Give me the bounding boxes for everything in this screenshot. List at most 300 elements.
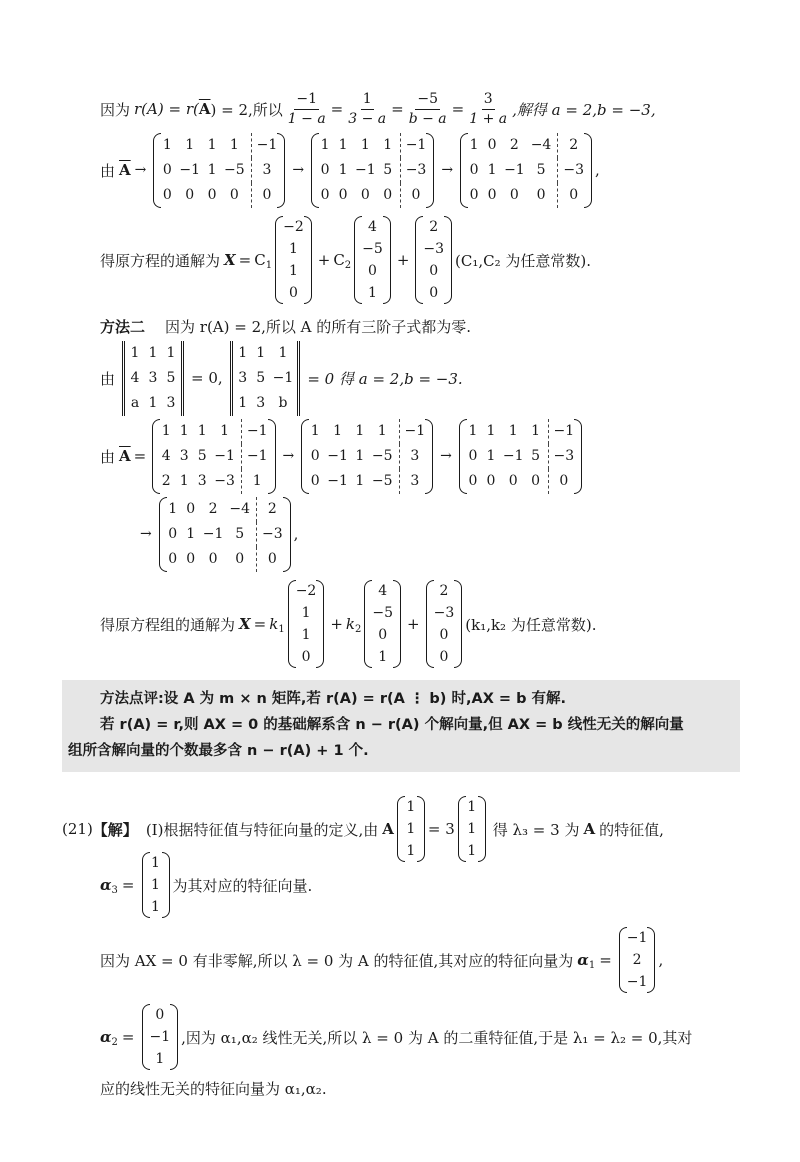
matrix-cell: 1 <box>486 422 496 439</box>
matrix-cell: 3 <box>179 447 189 464</box>
equals: = 3 <box>427 820 455 838</box>
matrix-cell: −3 <box>256 522 283 547</box>
matrix-cell: 0 <box>162 186 172 203</box>
vector-grid <box>405 796 417 862</box>
det-bar-right <box>181 341 184 416</box>
numerator: −1 <box>294 91 319 110</box>
matrix-cell: −1 <box>272 369 294 386</box>
matrix-cell: 3 <box>399 469 426 494</box>
matrix-cell: 0 <box>487 136 497 153</box>
matrix-cell: 1 <box>310 422 320 439</box>
method-review-text <box>62 686 740 764</box>
vector-cell: 4 <box>378 583 388 599</box>
matrix-cell: 1 <box>229 136 239 153</box>
matrix-cell: 0 <box>468 472 478 489</box>
matrix-cell: 0 <box>320 186 330 203</box>
solution-tag: 【解】 <box>92 820 138 839</box>
matrix-cell: 5 <box>197 447 207 464</box>
a-symbol: A <box>382 820 394 838</box>
equals: = <box>330 100 344 118</box>
text: = 0, <box>191 369 223 387</box>
vector-grid <box>423 216 444 304</box>
text: 因为 r(A) = 2,所以 A 的所有三阶子式都为零. <box>165 317 472 336</box>
left-paren <box>153 133 161 208</box>
vector-cell: 1 <box>151 877 160 893</box>
matrix-cell: −4 <box>530 136 552 153</box>
text: (k₁,k₂ 为任意常数). <box>465 615 597 634</box>
text: 为其对应的特征向量. <box>172 876 313 895</box>
vector-cell: 0 <box>439 627 449 643</box>
vector-cell: −1 <box>626 930 648 946</box>
arrow-icon: → <box>440 448 452 464</box>
vector-grid <box>372 580 393 668</box>
text: 因为 <box>100 100 131 119</box>
text: (Ⅰ)根据特征值与特征向量的定义,由 <box>145 820 379 839</box>
text: 得原方程的通解为 <box>100 251 221 270</box>
text: ,解得 a = 2,b = −3, <box>512 100 656 119</box>
matrix-cell: 3 <box>166 394 176 411</box>
matrix-grid <box>468 133 584 208</box>
matrix-cell: 0 <box>310 447 320 464</box>
matrix-cell: 0 <box>536 186 546 203</box>
matrix-cell: 0 <box>186 500 196 517</box>
matrix-cell: 1 <box>197 422 207 439</box>
matrix-cell: 1 <box>360 136 370 153</box>
left-paren <box>460 133 468 208</box>
left-paren <box>311 133 319 208</box>
left-paren <box>459 419 467 494</box>
matrix-cell: 0 <box>185 186 195 203</box>
matrix-cell: −5 <box>371 447 393 464</box>
vector <box>142 852 170 918</box>
numerator: −5 <box>415 91 440 110</box>
coef: k <box>345 615 356 633</box>
text: ) = 2,所以 <box>210 100 283 119</box>
left-paren <box>354 216 362 304</box>
matrix-cell: 2 <box>557 133 584 158</box>
vector-cell: 1 <box>288 263 298 279</box>
vector-cell: 0 <box>288 285 298 301</box>
denominator: b − a <box>408 110 447 127</box>
right-paren <box>478 796 486 862</box>
matrix-cell: 0 <box>320 161 330 178</box>
matrix-cell: 3 <box>148 369 158 386</box>
vector-cell: 0 <box>429 263 439 279</box>
right-paren <box>383 216 391 304</box>
matrix-cell: −5 <box>224 161 245 178</box>
matrix-cell: 1 <box>469 136 479 153</box>
vector-cell: −3 <box>433 605 455 621</box>
right-paren <box>454 580 462 668</box>
matrix-cell: −1 <box>251 133 278 158</box>
matrix-cell: 1 <box>207 136 217 153</box>
plus: + <box>317 251 331 269</box>
matrix-grid <box>160 419 267 494</box>
vector-grid <box>362 216 383 304</box>
text: (C₁,C₂ 为任意常数). <box>455 251 592 270</box>
left-paren <box>159 497 167 572</box>
review-line-3: 组所含解向量的个数最多含 n − r(A) + 1 个. <box>68 743 369 759</box>
vector-cell: 1 <box>288 241 298 257</box>
text: ,因为 α₁,α₂ 线性无关,所以 λ = 0 为 A 的二重特征值,于是 λ₁ = λ₂ = 0,其对 <box>181 1028 693 1047</box>
matrix-cell: 1 <box>161 422 171 439</box>
line-12 <box>100 1002 692 1072</box>
subscript: 1 <box>265 259 273 271</box>
matrix-grid <box>237 341 294 416</box>
matrix-cell: 3 <box>197 472 207 489</box>
matrix-cell: 1 <box>508 422 518 439</box>
matrix-grid <box>129 341 177 416</box>
matrix-cell: −1 <box>502 447 524 464</box>
vector-grid <box>150 852 162 918</box>
method-review-box <box>62 680 740 772</box>
alpha-symbol: α <box>577 951 589 969</box>
line-13: 应的线性无关的特征向量为 α₁,α₂. <box>100 1080 327 1098</box>
matrix-cell: 1 <box>487 161 497 178</box>
matrix-cell: 0 <box>235 550 245 567</box>
matrix-grid <box>309 419 425 494</box>
matrix-cell: −1 <box>399 419 426 444</box>
text: 得原方程组的通解为 <box>100 615 236 634</box>
vector-cell: 4 <box>368 219 377 235</box>
matrix-cell: 1 <box>130 344 140 361</box>
matrix-cell: 5 <box>536 161 546 178</box>
vector-cell: 1 <box>467 799 477 815</box>
left-paren <box>397 796 405 862</box>
matrix-cell: 1 <box>278 344 288 361</box>
left-paren <box>152 419 160 494</box>
coef: C <box>254 251 266 269</box>
vector-cell: 1 <box>155 1051 165 1067</box>
matrix-cell: 0 <box>256 547 283 572</box>
matrix-cell: 1 <box>486 447 496 464</box>
text: 因为 AX = 0 有非零解,所以 λ = 0 为 A 的特征值,其对应的特征向量为 <box>100 951 574 970</box>
a-bar-symbol: $\overline{A}$ <box>119 447 131 465</box>
line-2 <box>100 130 600 210</box>
matrix-cell: 1 <box>166 344 176 361</box>
matrix <box>301 419 433 494</box>
line-11 <box>100 925 663 995</box>
left-paren <box>426 580 434 668</box>
a-bar-symbol: $\overline{A}$ <box>198 100 211 118</box>
matrix-cell: 1 <box>148 394 158 411</box>
left-paren <box>142 1004 150 1070</box>
matrix-cell: b <box>278 394 288 411</box>
vector-grid <box>283 216 304 304</box>
matrix-cell: 3 <box>238 369 248 386</box>
line-8 <box>100 574 596 674</box>
matrix-cell: 0 <box>400 183 427 208</box>
right-paren <box>574 419 582 494</box>
left-paren <box>142 852 150 918</box>
alpha-symbol: α <box>100 876 112 894</box>
vector-cell: 2 <box>632 952 642 968</box>
vector <box>458 796 486 862</box>
fraction <box>346 91 388 128</box>
line-1 <box>100 86 656 132</box>
right-paren <box>417 796 425 862</box>
vector-cell: 1 <box>151 855 160 871</box>
method-two-title: 方法二 <box>100 317 146 336</box>
vector-cell: −1 <box>626 974 648 990</box>
question-number: (21) <box>62 820 93 838</box>
matrix-cell: −1 <box>327 447 348 464</box>
vector-grid <box>434 580 455 668</box>
arrow-icon: → <box>292 162 305 178</box>
matrix-cell: 1 <box>256 344 266 361</box>
right-paren <box>268 419 276 494</box>
left-paren <box>275 216 283 304</box>
subscript: 2 <box>355 623 362 635</box>
line-7 <box>136 494 298 574</box>
matrix-cell: 2 <box>509 136 519 153</box>
matrix-cell: a <box>130 394 140 411</box>
right-paren <box>283 497 291 572</box>
right-paren <box>277 133 285 208</box>
matrix-cell: 1 <box>355 422 365 439</box>
vector-grid <box>150 1004 171 1070</box>
matrix-cell: 0 <box>469 186 479 203</box>
right-paren <box>316 580 324 668</box>
equals: = <box>253 615 267 633</box>
matrix <box>159 497 291 572</box>
matrix-cell: 5 <box>256 369 266 386</box>
vector-cell: 1 <box>406 799 416 815</box>
denominator: 1 − a <box>287 110 326 127</box>
matrix <box>152 419 275 494</box>
matrix-cell: 4 <box>161 447 171 464</box>
vector-cell: 1 <box>378 649 388 665</box>
matrix-cell: −3 <box>400 158 427 183</box>
fraction <box>286 91 328 128</box>
method-two-line <box>100 312 471 340</box>
line-3 <box>100 210 591 310</box>
text: = 0 得 a = 2,b = −3. <box>307 369 463 388</box>
equals: = <box>451 100 465 118</box>
matrix-cell: 1 <box>238 344 248 361</box>
equals: = <box>599 951 612 969</box>
matrix-cell: 0 <box>168 550 178 567</box>
matrix-cell: −1 <box>400 133 427 158</box>
matrix-cell: −1 <box>241 444 268 469</box>
vector <box>142 1004 179 1070</box>
denominator: 1 + a <box>469 110 508 127</box>
vector <box>397 796 425 862</box>
equals: = <box>391 100 404 118</box>
matrix-cell: 1 <box>220 422 230 439</box>
matrix-cell: 1 <box>338 161 348 178</box>
matrix-cell: 0 <box>548 469 575 494</box>
vector-cell: 1 <box>406 843 416 859</box>
left-paren <box>415 216 423 304</box>
text: , <box>594 161 600 179</box>
right-paren <box>425 419 433 494</box>
left-paren <box>458 796 466 862</box>
determinant <box>226 341 305 416</box>
matrix-cell: 5 <box>235 525 245 542</box>
matrix-cell: 1 <box>179 472 189 489</box>
matrix-cell: 3 <box>251 158 278 183</box>
matrix-cell: 1 <box>185 136 195 153</box>
vector-cell: 0 <box>429 285 439 301</box>
matrix-cell: 0 <box>310 472 320 489</box>
line-6 <box>100 416 585 496</box>
a-bar-symbol: $\overline{A}$ <box>119 161 131 179</box>
vector-cell: 1 <box>467 821 477 837</box>
matrix-cell: 1 <box>355 447 365 464</box>
matrix-cell: 1 <box>238 394 248 411</box>
matrix-cell: 0 <box>229 186 239 203</box>
matrix-cell: 0 <box>162 161 172 178</box>
matrix-cell: 0 <box>557 183 584 208</box>
right-paren <box>162 852 170 918</box>
matrix-cell: 0 <box>207 186 217 203</box>
vector-cell: −5 <box>362 241 383 257</box>
determinant-line <box>100 338 463 418</box>
matrix-grid <box>167 497 283 572</box>
matrix-cell: 1 <box>531 422 540 439</box>
equals: = <box>238 251 252 269</box>
denominator: 3 − a <box>348 110 387 127</box>
matrix-grid <box>161 133 277 208</box>
subscript: 3 <box>111 884 118 896</box>
text: 由 <box>100 447 116 466</box>
matrix-cell: −1 <box>179 161 201 178</box>
subscript: 1 <box>588 959 596 971</box>
matrix-cell: 0 <box>186 550 196 567</box>
vector <box>619 927 656 993</box>
subscript: 2 <box>344 259 352 271</box>
matrix-cell: −1 <box>241 419 268 444</box>
vector-grid <box>466 796 478 862</box>
vector-cell: 1 <box>406 821 416 837</box>
fraction <box>407 91 449 128</box>
matrix <box>459 419 582 494</box>
coef: C <box>333 251 345 269</box>
right-paren <box>393 580 401 668</box>
matrix-cell: 0 <box>487 186 497 203</box>
matrix-cell: −1 <box>327 472 348 489</box>
left-paren <box>619 927 627 993</box>
right-paren <box>426 133 434 208</box>
matrix-grid <box>467 419 574 494</box>
vector-cell: −5 <box>372 605 394 621</box>
vector <box>426 580 463 668</box>
matrix-cell: 1 <box>333 422 343 439</box>
vector-cell: 1 <box>301 605 311 621</box>
vector-cell: 1 <box>368 285 377 301</box>
numerator: 1 <box>361 91 374 110</box>
matrix-cell: 1 <box>162 136 172 153</box>
vector-cell: 2 <box>439 583 449 599</box>
x-symbol: X <box>239 615 251 633</box>
left-paren <box>301 419 309 494</box>
vector-cell: 0 <box>368 263 377 279</box>
text: r(A) = r( <box>134 100 199 118</box>
left-paren <box>288 580 296 668</box>
vector-cell: 1 <box>467 843 477 859</box>
matrix-cell: 1 <box>468 422 478 439</box>
matrix-cell: 1 <box>186 525 196 542</box>
right-paren <box>647 927 655 993</box>
matrix-cell: 4 <box>130 369 140 386</box>
equals: = <box>121 876 135 894</box>
matrix-cell: −1 <box>202 525 224 542</box>
matrix-cell: 1 <box>207 161 217 178</box>
matrix-cell: 0 <box>486 472 496 489</box>
vector <box>415 216 452 304</box>
plus: + <box>396 251 410 269</box>
matrix-cell: 0 <box>208 550 218 567</box>
matrix-cell: 2 <box>161 472 171 489</box>
alpha-3-line <box>100 852 312 918</box>
subscript: 2 <box>111 1036 118 1048</box>
matrix-cell: 5 <box>531 447 540 464</box>
matrix-cell: 1 <box>377 422 387 439</box>
matrix-cell: 5 <box>166 369 176 386</box>
matrix-cell: −3 <box>557 158 584 183</box>
vector-grid <box>627 927 648 993</box>
right-paren <box>444 216 452 304</box>
matrix-cell: 1 <box>338 136 348 153</box>
plus: + <box>407 615 420 633</box>
vector-cell: 0 <box>301 649 311 665</box>
matrix <box>311 133 434 208</box>
vector-grid <box>296 580 317 668</box>
det-bar-right <box>297 341 300 416</box>
matrix <box>153 133 285 208</box>
matrix-cell: 1 <box>383 136 393 153</box>
a-symbol: A <box>583 820 596 838</box>
right-paren <box>584 133 592 208</box>
text: , <box>293 525 299 543</box>
vector-cell: −2 <box>283 219 304 235</box>
matrix-cell: 3 <box>256 394 266 411</box>
matrix-cell: 2 <box>208 500 218 517</box>
determinant <box>118 341 188 416</box>
vector <box>364 580 401 668</box>
matrix-cell: 1 <box>355 472 365 489</box>
vector-cell: 0 <box>378 627 388 643</box>
matrix-cell: 0 <box>509 186 519 203</box>
matrix-cell: 3 <box>399 444 426 469</box>
matrix-cell: −4 <box>229 500 251 517</box>
vector-cell: −1 <box>149 1029 171 1045</box>
vector <box>354 216 391 304</box>
matrix-cell: −5 <box>371 472 393 489</box>
numerator: 3 <box>482 91 495 110</box>
matrix-cell: 0 <box>251 183 278 208</box>
matrix-cell: −3 <box>214 472 235 489</box>
text: , <box>658 951 664 969</box>
matrix-cell: −1 <box>504 161 525 178</box>
matrix-cell: 1 <box>179 422 189 439</box>
matrix-cell: 0 <box>168 525 178 542</box>
matrix-cell: −1 <box>355 161 376 178</box>
review-line-2: 若 r(A) = r,则 AX = 0 的基础解系含 n − r(A) 个解向量,但 AX = b 线性无关的解向量 <box>100 717 684 733</box>
matrix-cell: 2 <box>256 497 283 522</box>
right-paren <box>170 1004 178 1070</box>
coef: k <box>269 615 279 633</box>
plus: + <box>330 615 343 633</box>
vector-cell: 1 <box>301 627 311 643</box>
vector-cell: −2 <box>295 583 317 599</box>
fraction <box>467 91 509 128</box>
matrix-cell: −3 <box>548 444 575 469</box>
matrix-cell: 1 <box>168 500 178 517</box>
vector-cell: −3 <box>423 241 445 257</box>
right-paren <box>304 216 312 304</box>
